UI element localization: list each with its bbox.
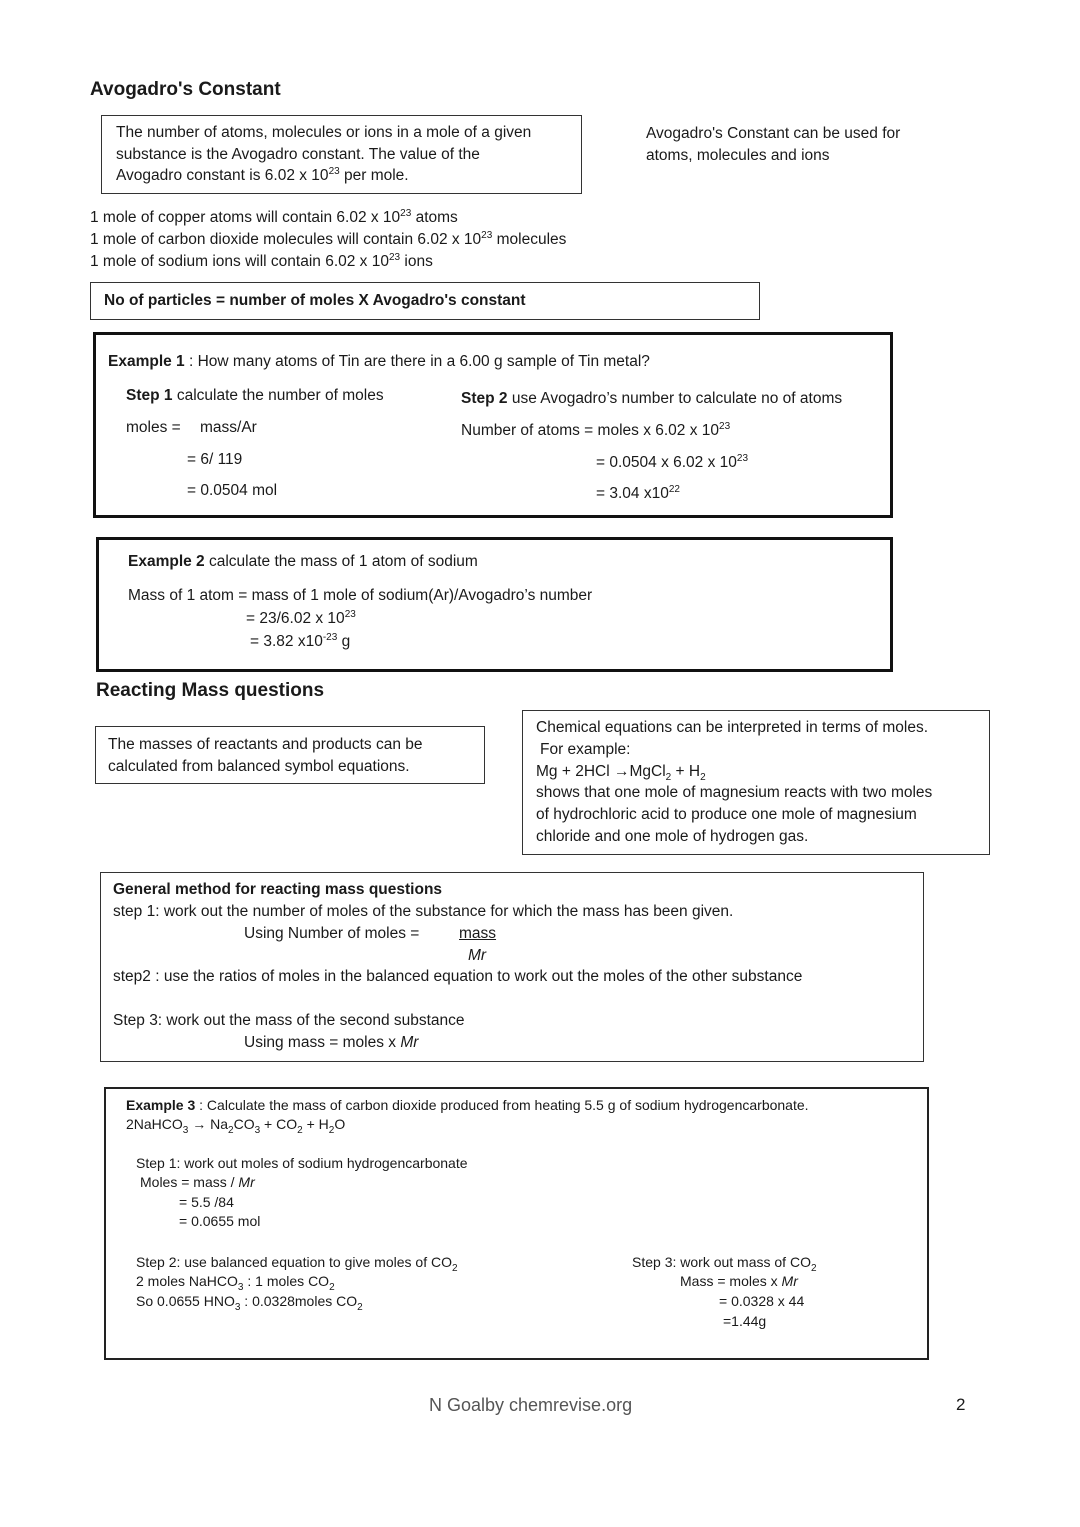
page-number: 2 [956,1395,966,1414]
fraction-denominator: Mr [468,947,487,964]
example-1-question: Example 1 : How many atoms of Tin are there in a 6.00 g sample of Tin metal? [108,353,650,370]
arrow-icon: → [188,1116,211,1132]
section-heading-reacting-mass: Reacting Mass questions [96,680,325,701]
example-3-step-3-line-1: Mass = moles x Mr [680,1273,798,1289]
example-3-step-2-line-2: So 0.0655 $HNO_3$ : 0.0328moles $CO_2$ [136,1293,363,1313]
chemical-equations-line-4: shows that one mole of magnesium reacts with two moles [536,784,933,801]
chemical-equations-line-1: Chemical equations can be interpreted in terms of moles. [536,719,929,736]
example-1-atoms-formula: Number of atoms = moles x 6.02 x $10^{23}$ [461,420,731,439]
mole-example-sodium: 1 mole of sodium ions will contain 6.02 x $10^{23}$ ions [90,251,433,270]
general-method-step-2: step2 : use the ratios of moles in the balanced equation to work out the moles of the other substance [113,968,803,985]
example-3-step-1-line-1: Moles = mass / Mr [140,1174,255,1190]
chemical-equations-line-5: of hydrochloric acid to produce one mole of magnesium [536,806,917,823]
example-1-calc-a: = 6/ 119 [187,451,243,468]
chemical-equations-line-2: For example: [540,741,631,758]
general-method-using-3: Using mass = moles x Mr [244,1034,419,1051]
reacting-masses-line-1: The masses of reactants and products can be [108,736,423,753]
example-3-step-1-line-2: = 5.5 /84 [179,1194,234,1210]
example-1-atoms-calc: = 0.0504 x 6.02 x $10^{23}$ [596,452,749,471]
general-method-step-1: step 1: work out the number of moles of the substance for which the mass has been given. [113,903,734,920]
example-3-step-3-line-2: = 0.0328 x 44 [719,1293,805,1309]
chemical-equations-line-6: chloride and one mole of hydrogen gas. [536,828,809,845]
example-2-line-3: = 3.82 $x10^{-23}$ g [250,631,351,650]
general-method-using-1: Using Number of moles = [244,925,420,942]
particles-formula: No of particles = number of moles X Avogadro's constant [104,292,526,309]
example-1-moles-label: moles = [126,419,181,436]
example-2-line-2: = 23/6.02 x $10^{23}$ [246,608,356,627]
reacting-masses-line-2: calculated from balanced symbol equations. [108,758,410,775]
definition-line-2: substance is the Avogadro constant. The value of the [116,146,480,163]
side-note-line-1: Avogadro's Constant can be used for [646,125,901,142]
side-note-line-2: atoms, molecules and ions [646,147,830,164]
example-3-step-1-line-3: = 0.0655 mol [179,1213,261,1229]
example-1-calc-b: = 0.0504 mol [187,482,278,499]
general-method-step-3: Step 3: work out the mass of the second substance [113,1012,465,1029]
definition-line-1: The number of atoms, molecules or ions in a mole of a given [116,124,532,141]
example-2-question: Example 2 calculate the mass of 1 atom of sodium [128,553,478,570]
mole-example-co2: 1 mole of carbon dioxide molecules will contain 6.02 x $10^{23}$ molecules [90,229,567,248]
footer-credit: N Goalby chemrevise.org [429,1395,633,1415]
arrow-icon: → [613,763,630,780]
example-1-step-1: Step 1 calculate the number of moles [126,387,384,404]
example-3-equation: 2NaHCO$_3$ → $Na_2CO_3 + CO_2 + H_2O$ [126,1116,346,1136]
example-1-step-2: Step 2 use Avogadro’s number to calculate no of atoms [461,390,843,407]
chemical-equations-equation: Mg + 2HCl →MgCl$_2$ + $H_2$ [536,763,706,784]
example-3-question: Example 3 : Calculate the mass of carbon dioxide produced from heating 5.5 g of sodium hydrogencarbonate. [126,1097,809,1113]
example-3-step-1-title: Step 1: work out moles of sodium hydrogencarbonate [136,1155,468,1171]
definition-line-3: Avogadro constant is 6.02 x $10^{23}$ per mole. [116,165,409,184]
example-3-step-3-title: Step 3: work out mass of $CO_2$ [632,1254,817,1274]
mole-example-copper: 1 mole of copper atoms will contain 6.02 x $10^{23}$ atoms [90,207,458,226]
fraction-numerator: mass [459,925,497,942]
example-1-result: = 3.04 $x10^{22}$ [596,483,680,502]
example-1-moles-expr: mass/Ar [200,419,257,436]
example-2-line-1: Mass of 1 atom = mass of 1 mole of sodium(Ar)/Avogadro’s number [128,587,593,604]
general-method-title: General method for reacting mass questions [113,881,443,898]
example-3-step-3-line-3: =1.44g [723,1313,767,1329]
example-3-step-2-line-1: 2 moles NaHCO$_3$ : 1 moles $CO_2$ [136,1273,335,1293]
example-3-step-2-title: Step 2: use balanced equation to give moles of $CO_2$ [136,1254,458,1274]
section-heading-avogadro: Avogadro's Constant [90,79,281,100]
